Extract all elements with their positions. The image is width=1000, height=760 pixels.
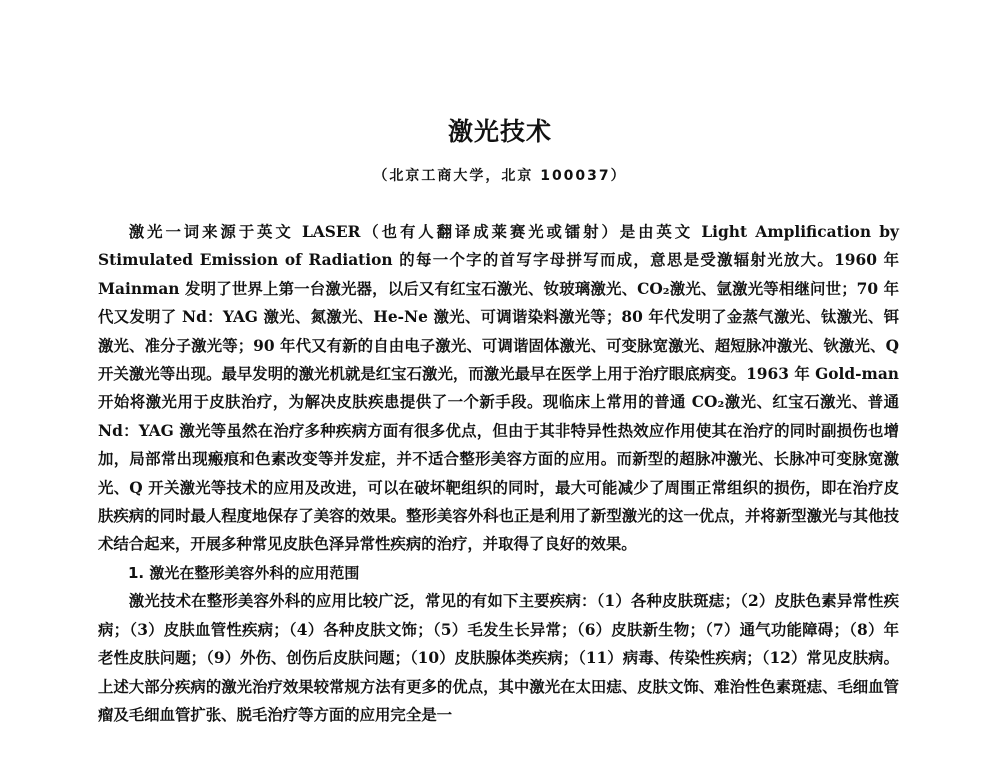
article-body xyxy=(98,218,899,729)
intro-paragraph: 激光一词来源于英文 LASER（也有人翻译成莱赛光或镭射）是由英文 Light Amplification by Stimulated Emission of Radiation 的每一个字的首写字母拼写而成，意思是受激辐射光放大。1960 年 Mainman 发明了世界上第一台激光器，以后又有红宝石激光、钕玻璃激光、CO₂激光、氩激光等相继问世；70 年代又发明了 Nd：YAG 激光、氮激光、He-Ne 激光、可调谐染料激光等；80 年代发明了金蒸气激光、钛激光、铒激光、准分子激光等；90 年代又有新的自由电子激光、可调谐固体激光、可变脉宽激光、超短脉冲激光、钬激光、Q 开关激光等出现。最早发明的激光机就是红宝石激光，而激光最早在医学上用于治疗眼底病变。1963 年 Gold-man 开始将激光用于皮肤治疗，为解决皮肤疾患提供了一个新手段。现临床上常用的普通 CO₂激光、红宝石激光、普通 Nd：YAG 激光等虽然在治疗多种疾病方面有很多优点，但由于其非特异性热效应作用使其在治疗的同时副损伤也增加，局部常出现瘢痕和色素改变等并发症，并不适合整形美容方面的应用。而新型的超脉冲激光、长脉冲可变脉宽激光、Q 开关激光等技术的应用及改进，可以在破坏靶组织的同时，最大可能减少了周围正常组织的损伤，即在治疗皮肤疾病的同时最人程度地保存了美容的效果。整形美容外科也正是利用了新型激光的这一优点，并将新型激光与其他技术结合起来，开展多种常见皮肤色泽异常性疾病的治疗，并取得了良好的效果。 xyxy=(98,223,899,554)
section-heading: 1. 激光在整形美容外科的应用范围 xyxy=(128,563,360,582)
section-paragraph: 激光技术在整形美容外科的应用比较广泛，常见的有如下主要疾病：（1）各种皮肤斑痣；（2）皮肤色素异常性疾病；（3）皮肤血管性疾病；（4）各种皮肤文饰；（5）毛发生长异常；（6）皮肤新生物；（7）通气功能障碍；（8）年老性皮肤问题；（9）外伤、创伤后皮肤问题；（10）皮肤腺体类疾病；（11）病毒、传染性疾病；（12）常见皮肤病。上述大部分疾病的激光治疗效果较常规方法有更多的优点，其中激光在太田痣、皮肤文饰、难治性色素斑痣、毛细血管瘤及毛细血管扩张、脱毛治疗等方面的应用完全是一 xyxy=(98,592,899,724)
author-affiliation: （北京工商大学，北京 100037） xyxy=(373,168,627,184)
paper-title: 激光技术 xyxy=(447,117,552,146)
